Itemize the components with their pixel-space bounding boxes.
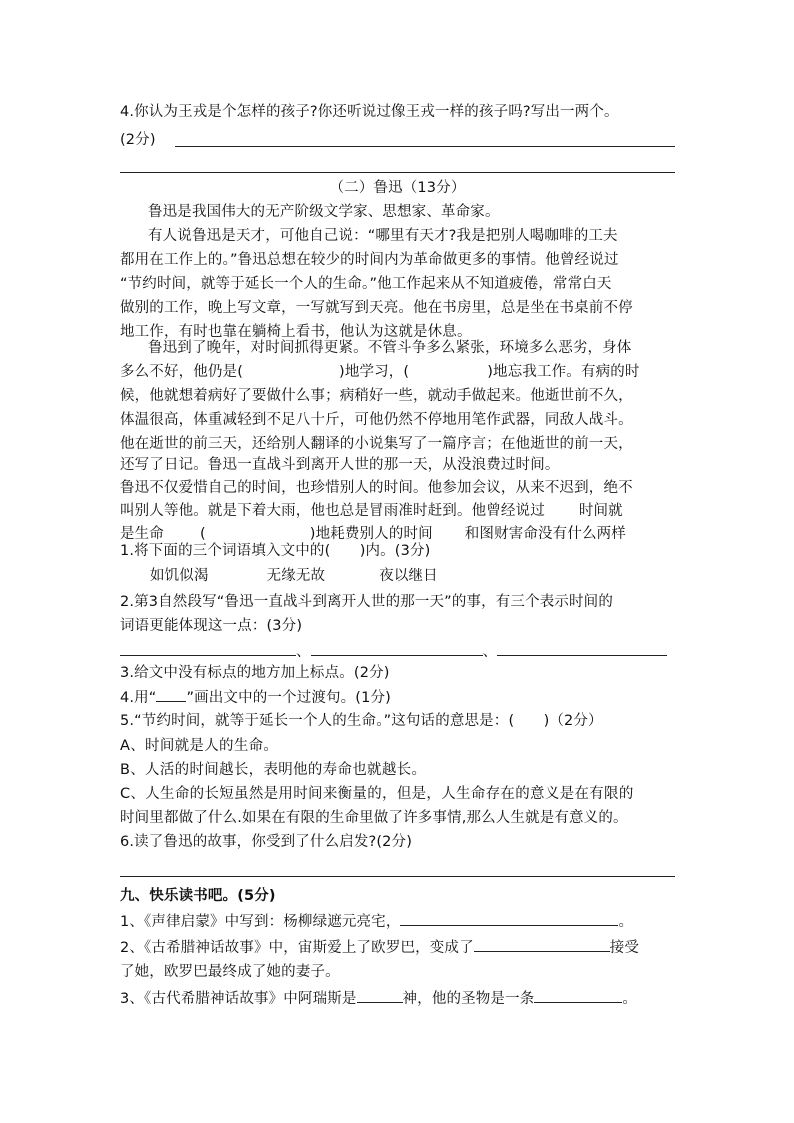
section2-p2-line: 有人说鲁迅是天才，可他自己说：“哪里有天才?我是把别人喝咖啡的工夫 [148,228,618,244]
section2-p3-line-blanks [120,362,675,382]
p4-text: 叫别人等他。就是下着大雨，他也总是冒雨准时赶到。他曾经说过 [120,503,545,519]
section2-p3-line: 他在逝世的前三天，还给别人翻译的小说集写了一篇序言；在他逝世的前一天， [120,436,633,452]
sub-q5: 5.“节约时间，就等于延长一个人的生命。”这句话的意思是：( )（2分） [120,713,603,729]
section2-p2-line: 地工作，有时也靠在躺椅上看书，他认为这就是休息。 [120,324,472,340]
underline-sample [156,687,186,702]
answer-blank[interactable] [120,641,296,656]
word-option: 如饥似渴 [150,568,209,584]
section2-p2-line: 都用在工作上的。”鲁迅总想在较少的时间内为革命做更多的事情。他曾经说过 [120,252,619,268]
section2-p4-line: 鲁迅不仅爱惜自己的时间，也珍惜别人的时间。他参加会议，从来不迟到，绝不 [120,480,633,496]
i1-text: 1、《声律启蒙》中写到：杨柳绿遮元亮宅， [120,914,401,930]
answer-blank[interactable] [474,937,610,952]
i3-text: 3、《古代希腊神话故事》中阿瑞斯是 [120,991,357,1007]
sub-q1: 1.将下面的三个词语填入文中的( )内。(3分) [120,543,431,559]
option-b[interactable]: B、人活的时间越长，表明他的寿命也就越长。 [120,762,427,778]
option-a[interactable]: A、时间就是人的生命。 [120,738,279,754]
p4-tail: 时间就 [578,503,623,519]
sub-q2-line2: 词语更能体现这一点：(3分) [120,618,303,634]
word-option: 无缘无故 [266,568,326,584]
section9-item2-cont: 了她，欧罗巴最终成了她的妻子。 [120,964,340,980]
p4-l2a: 是生命 [120,526,164,542]
q6-answer-line[interactable] [120,876,675,877]
section2-p3-line: 体温很高，体重减轻到不足八十斤，可他仍然不停地用笔作武器，同敌人战斗。 [120,412,633,428]
answer-blank[interactable] [311,641,483,656]
section2-p2-line: “节约时间，就等于延长一个人的生命。”他工作起来从不知道疲倦，常常白天 [120,276,612,292]
i3-mid: 神，他的圣物是一条 [402,991,535,1007]
section9-title: 九、快乐读书吧。(5分) [120,888,276,904]
section2-p3-line: 鲁迅到了晚年，对时间抓得更紧。不管斗争多么紧张，环境多么恶劣，身体 [148,340,632,356]
section9-item3 [120,988,675,1009]
option-c[interactable]: C、人生命的长短虽然是用时间来衡量的，但是，人生命存在的意义是在有限的 [120,786,634,802]
section2-p3-line: 候，他就想着病好了要做什么事；病稍好一些，就动手做起来。他逝世前不久， [120,388,633,404]
q4b: ”画出文中的一个过渡句。(1分) [186,690,391,706]
q4-text: 4.你认为王戎是个怎样的孩子?你还听说过像王戎一样的孩子吗?写出一两个。 [120,104,619,120]
q4-answer-line-2[interactable] [120,172,675,173]
section9-item1 [120,911,675,932]
q4-answer-line-1[interactable] [175,146,675,147]
answer-blank[interactable] [497,641,667,656]
sub-q6: 6.读了鲁迅的故事，你受到了什么启发?(2分) [120,834,413,850]
separator: 、 [482,644,498,660]
answer-blank[interactable] [534,988,622,1003]
p4-l2d: 和图财害命没有什么两样 [464,526,626,542]
p3-text-a: 多么不好，他仍是( [120,364,244,380]
separator: 、 [296,644,311,660]
p4-l2c: )地耗费别人的时间 [309,526,433,542]
q4a: 4.用“ [120,690,157,706]
i3-end: 。 [622,991,638,1007]
i2-text: 2、《古希腊神话故事》中，宙斯爱上了欧罗巴，变成了 [120,940,474,956]
i2-tail: 接受 [609,940,640,956]
p4-l2b: ( [199,526,206,542]
sub-q3: 3.给文中没有标点的地方加上标点。(2分) [120,665,390,681]
i1-end: 。 [618,914,634,930]
q4-question [120,102,675,122]
p3-text-b: )地学习，( [339,364,410,380]
section9-item2 [120,937,675,958]
section2-title: （二）鲁迅（13分） [329,180,466,196]
q4-points-line [120,130,675,150]
answer-blank[interactable] [400,911,618,926]
answer-blank[interactable] [357,988,403,1003]
section2-p3-line: 还写了日记。鲁迅一直战斗到离开人世的那一天，从没浪费过时间。 [120,457,560,473]
option-c-cont: 时间里都做了什么.如果在有限的生命里做了许多事情,那么人生就是有意义的。 [120,810,628,826]
section2-p1: 鲁迅是我国伟大的无产阶级文学家、思想家、革命家。 [148,204,500,220]
section2-p4-line-2 [120,501,675,521]
section2-p2-line: 做别的工作，晚上写文章，一写就写到天亮。他在书房里，总是坐在书桌前不停 [120,300,633,316]
p3-text-c: )地忘我工作。有病的时 [487,364,640,380]
sub-q2-line1: 2.第3自然段写“鲁迅一直战斗到离开人世的那一天”的事，有三个表示时间的 [120,594,613,610]
sub-q4 [120,687,675,708]
q4-points: (2分) [120,132,156,148]
word-option: 夜以继日 [379,568,438,584]
sub-q2-answers [120,641,675,662]
word-options [120,566,675,586]
